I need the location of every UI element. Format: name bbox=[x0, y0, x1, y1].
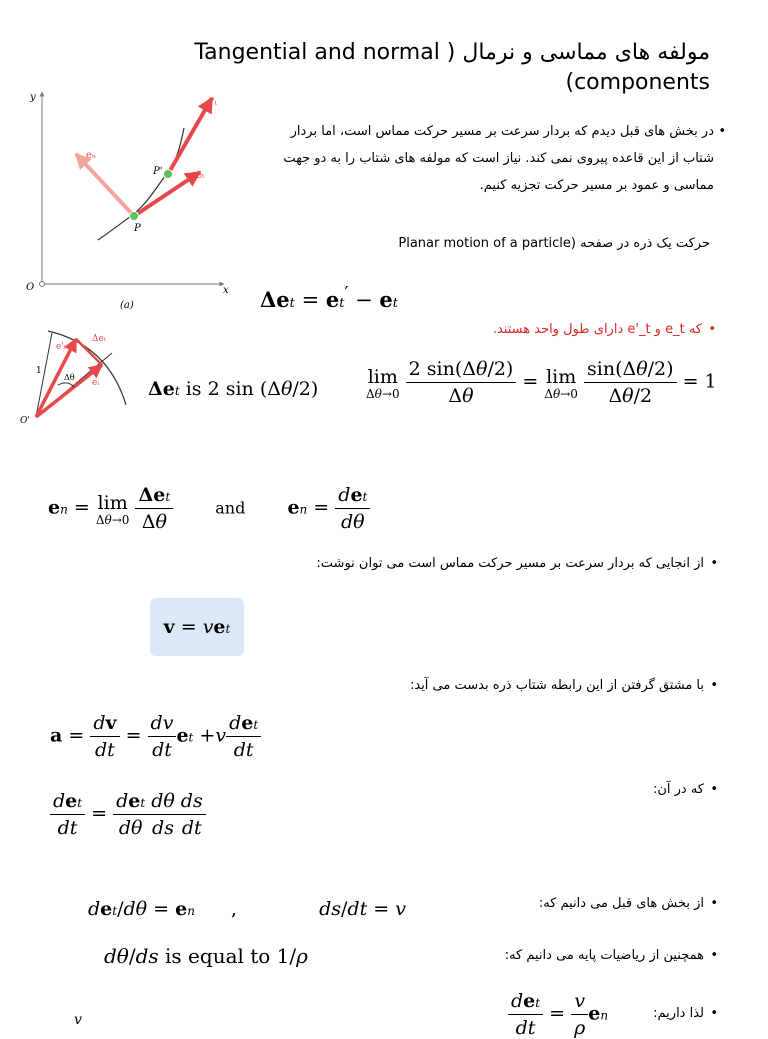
en-label: eₙ bbox=[86, 150, 97, 161]
point-p bbox=[130, 212, 139, 221]
eq-result: $\frac{\det}{dt}$ = $\frac{v}{\rho}$ en bbox=[508, 990, 608, 1039]
x-label: x bbox=[223, 285, 229, 296]
planar-heading: حرکت یک ذره در صفحه (Planar motion of a particle bbox=[398, 236, 710, 251]
dtheta-label: Δθ bbox=[64, 373, 75, 382]
et-label: eₜ bbox=[196, 170, 205, 181]
unit-length-note: که e_t و e'_t دارای طول واحد هستند. • bbox=[492, 322, 716, 337]
trajectory-curve bbox=[98, 128, 184, 240]
velocity-equation-box: v = vet bbox=[150, 598, 244, 656]
path-figure bbox=[20, 88, 240, 313]
eq-en: en = lim Δθ→0 $\frac{\text{Δet}}{\Delta\theta}$ and en = $\frac{\det}{d\theta}$ bbox=[48, 484, 370, 533]
point-pp bbox=[164, 170, 173, 179]
page-title: مولفه های مماسی و نرمال ( Tangential and normal components) bbox=[194, 40, 710, 95]
therefore-bullet: لذا داریم: • bbox=[653, 1006, 718, 1021]
small-det-label: Δeₜ bbox=[92, 334, 107, 344]
previous-bullet: از بخش های قبل می دانیم که: • bbox=[538, 896, 718, 911]
etp-label: e'ₜ bbox=[206, 97, 218, 108]
figure-caption: (a) bbox=[120, 300, 134, 311]
where-bullet: که در آن: • bbox=[652, 782, 718, 797]
one-label: 1 bbox=[36, 366, 42, 376]
velocity-bullet: از انجایی که بردار سرعت بر مسیر حرکت مماس است می توان نوشت: • bbox=[316, 556, 718, 571]
small-et-label: eₜ bbox=[92, 378, 100, 388]
eq-curvature: dθ/ds is equal to 1/ρ bbox=[104, 944, 308, 968]
math-bullet: همچنین از ریاضیات پایه می دانیم که: • bbox=[504, 948, 718, 963]
eq-det-dtheta: det/dθ = en , ds/dt = v bbox=[88, 898, 406, 920]
y-label: y bbox=[30, 92, 36, 103]
eq-cutoff: v bbox=[74, 1012, 82, 1028]
eq-magnitude: Δet is 2 sin (Δθ/2) bbox=[148, 378, 319, 400]
derivative-bullet: با مشتق گرفتن از این رابطه شتاب ذره بدست می آید: • bbox=[409, 678, 718, 693]
eq-limit: lim Δθ→0 $\frac{2 \sin(\Delta\theta/2)}{\Delta\theta}$ = lim Δθ→0 $\frac{\sin(\Delta\theta/2)}{\Delta\theta/2}$ = 1 bbox=[366, 358, 717, 407]
intro-bullet: در بخش های قبل دیدم که بردار سرعت بر مسیر حرکت مماس است، اما بردار شتاب از این قاعده پیروی نمی کند. نیاز است که مولفه های شتاب را به دو جهت مماسی و عمود بر مسیر حرکت تجزیه کنیم. • bbox=[283, 124, 726, 193]
pp-label: P' bbox=[153, 166, 163, 177]
origin-prime-label: O' bbox=[20, 416, 30, 425]
p-label: P bbox=[134, 223, 141, 234]
eq-delta-et: Δet = et′ − et bbox=[260, 284, 398, 312]
eq-chain-rule: $\frac{\det}{dt}$ = $\frac{\det}{d\theta}$ $\frac{d\theta}{ds}$ $\frac{ds}{dt}$ bbox=[50, 790, 206, 839]
etp-vector bbox=[168, 98, 212, 174]
origin-label: O bbox=[26, 282, 35, 293]
angle-figure bbox=[18, 325, 133, 425]
small-etp-label: e'ₜ bbox=[56, 342, 67, 352]
en-vector bbox=[76, 154, 134, 216]
eq-acceleration: a = $\frac{dv}{dt}$ = $\frac{dv}{dt}$ et +v $\frac{\det}{dt}$ bbox=[50, 712, 261, 761]
